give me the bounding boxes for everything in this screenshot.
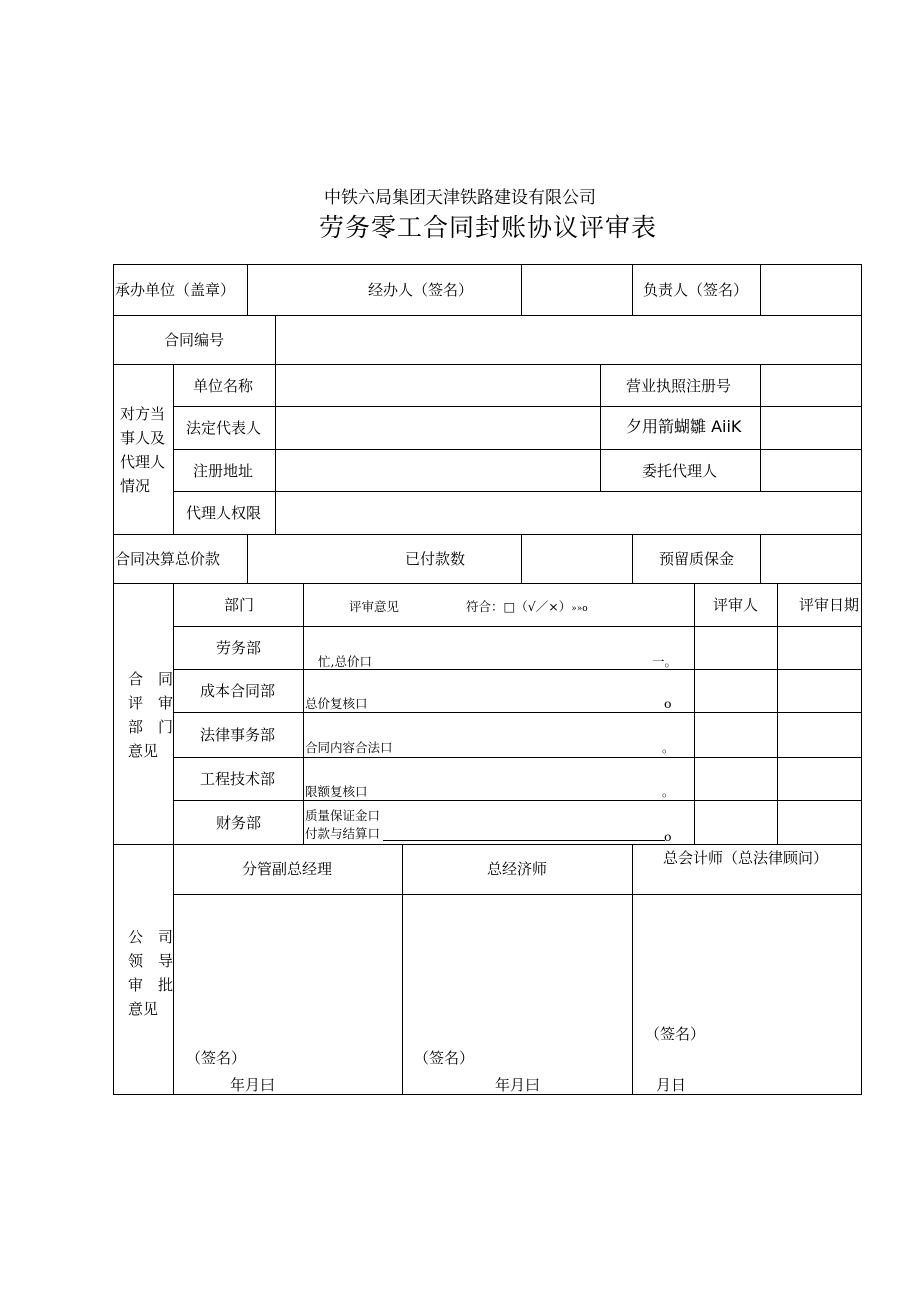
- date-cell-tech[interactable]: [777, 757, 862, 801]
- handler-sign-cell[interactable]: [521, 264, 633, 316]
- economist-header: 总经济师: [487, 860, 548, 878]
- company-name: 中铁六局集团天津铁路建设有限公司: [324, 188, 596, 208]
- agent-authority-value-cell[interactable]: [275, 491, 862, 535]
- vp-sign-label: （签名）: [186, 1049, 247, 1067]
- reviewer-cell-legal[interactable]: [694, 712, 778, 758]
- garbled-label: 夕用箭蝴雛 AiiK: [626, 417, 742, 436]
- unit-label: 承办单位（盖章）: [115, 281, 236, 299]
- reviewer-cell-labor[interactable]: [694, 626, 778, 670]
- legal-rep-label: 法定代表人: [186, 419, 262, 437]
- agent-value-cell[interactable]: [760, 449, 862, 492]
- party-section-label: 对方当 事人及 代理人 情况: [120, 405, 166, 495]
- license-label: 营业执照注册号: [626, 377, 732, 395]
- opinion-cost-end: o: [664, 696, 672, 711]
- date-header: 评审日期: [799, 596, 860, 614]
- dept-header: 部门: [224, 596, 255, 614]
- total-price-value-cell[interactable]: [247, 534, 522, 584]
- vp-date-label: 年月曰: [230, 1076, 276, 1094]
- legal-rep-value-cell[interactable]: [275, 406, 601, 450]
- dept-finance: 财务部: [216, 814, 262, 832]
- opinion-finance-1: 质量保证金口: [305, 808, 381, 823]
- opinion-labor-end: 一。: [652, 654, 678, 669]
- manager-sign-cell[interactable]: [760, 264, 862, 316]
- opinion-labor: 忙,总价口: [318, 654, 372, 669]
- paid-value-cell[interactable]: [521, 534, 633, 584]
- reviewer-header: 评审人: [713, 596, 759, 614]
- retention-value-cell[interactable]: [760, 534, 862, 584]
- accountant-header: 总会计师（总法律顾问）: [663, 849, 829, 867]
- opinion-tech-end: 。: [662, 784, 675, 799]
- opinion-finance-2: 付款与结算口: [305, 826, 381, 841]
- reg-address-value-cell[interactable]: [275, 449, 601, 492]
- form-title: 劳务零工合同封账协议评审表: [318, 213, 657, 242]
- contract-no-value-cell[interactable]: [275, 315, 862, 365]
- unit-name-value-cell[interactable]: [275, 364, 601, 407]
- dept-tech: 工程技术部: [200, 770, 276, 788]
- agent-authority-label: 代理人权限: [186, 504, 262, 522]
- vp-header: 分管副总经理: [242, 860, 333, 878]
- opinion-cost: 总价复核口: [305, 696, 368, 711]
- accountant-date-label: 月日: [656, 1076, 687, 1094]
- paid-label: 已付款数: [405, 550, 466, 568]
- opinion-finance-end: o: [664, 829, 672, 844]
- garbled-value-cell[interactable]: [760, 406, 862, 450]
- date-cell-labor[interactable]: [777, 626, 862, 670]
- opinion-tech: 限额复核口: [305, 784, 368, 799]
- accountant-sign-label: （签名）: [645, 1025, 706, 1043]
- dept-cost: 成本合同部: [200, 682, 276, 700]
- economist-date-label: 年月曰: [495, 1076, 541, 1094]
- opinion-legal-end: 。: [662, 740, 675, 755]
- opinion-legal: 合同内容合法口: [305, 740, 393, 755]
- date-cell-cost[interactable]: [777, 669, 862, 713]
- finance-underline: [383, 840, 665, 841]
- dept-labor: 劳务部: [216, 639, 262, 657]
- retention-label: 预留质保金: [659, 550, 735, 568]
- reg-address-label: 注册地址: [193, 462, 254, 480]
- date-cell-legal[interactable]: [777, 712, 862, 758]
- unit-name-label: 单位名称: [193, 377, 254, 395]
- accountant-approval-cell[interactable]: [632, 894, 862, 1095]
- opinion-header: 评审意见: [349, 599, 400, 614]
- date-cell-finance[interactable]: [777, 800, 862, 845]
- conform-header: 符合：□（√／×）»»o: [466, 599, 588, 614]
- agent-label: 委托代理人: [642, 462, 718, 480]
- handler-label: 经办人（签名）: [368, 281, 474, 299]
- contract-no-label: 合同编号: [164, 331, 225, 349]
- review-section-label: 合 同 评 审 部 门 意见: [128, 670, 174, 760]
- dept-legal: 法律事务部: [200, 726, 276, 744]
- reviewer-cell-cost[interactable]: [694, 669, 778, 713]
- manager-label: 负责人（签名）: [643, 281, 749, 299]
- license-value-cell[interactable]: [760, 364, 862, 407]
- economist-sign-label: （签名）: [414, 1049, 475, 1067]
- total-price-label: 合同决算总价款: [115, 550, 221, 568]
- leaders-section-label: 公 司 领 导 审 批 意见: [128, 928, 174, 1018]
- reviewer-cell-finance[interactable]: [694, 800, 778, 845]
- reviewer-cell-tech[interactable]: [694, 757, 778, 801]
